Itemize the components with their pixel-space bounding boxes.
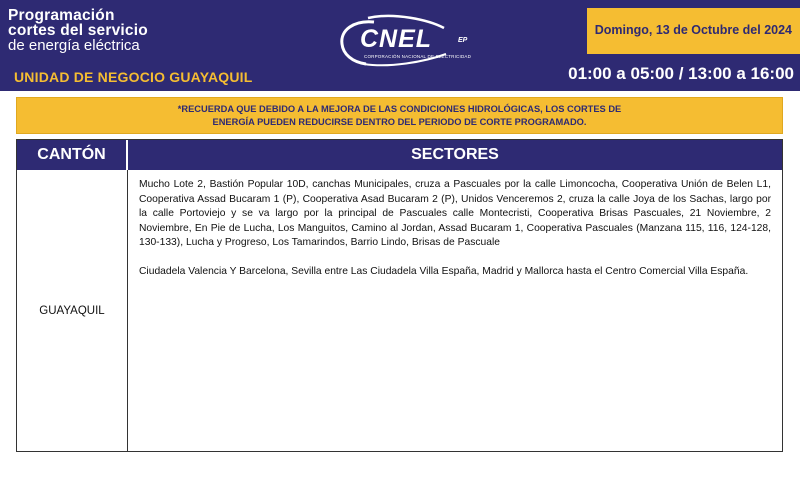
page-title [8,8,148,53]
canton-cell [17,170,127,451]
canton-name: GUAYAQUIL [39,304,105,317]
business-unit-label: UNIDAD DE NEGOCIO GUAYAQUIL [14,69,253,85]
time-range-label: 01:00 a 05:00 / 13:00 a 16:00 [568,64,794,83]
column-header-sectores: SECTORES [128,140,782,170]
cnel-logo [334,14,484,70]
sector-paragraph-2: Ciudadela Valencia Y Barcelona, Sevilla entre Las Ciudadela Villa España, Madrid y Mallorca hasta el Centro Comercial Villa España. [139,265,749,277]
logo-text: CNEL [360,25,433,53]
title-line-3: de energía eléctrica [8,37,140,54]
logo-suffix: EP [458,37,468,44]
date-label: Domingo, 13 de Octubre del 2024 [594,23,792,37]
notice-text: *RECUERDA QUE DEBIDO A LA MEJORA DE LAS CONDICIONES HIDROLÓGICAS, LOS CORTES DE ENERGÍA PUEDEN REDUCIRSE DENTRO DEL PERIODO DE CORTE PROGRAMADO. [177,103,622,127]
logo-subtitle: CORPORACIÓN NACIONAL DE ELECTRICIDAD [364,54,472,59]
sector-paragraph-1: Mucho Lote 2, Bastión Popular 10D, canchas Municipales, cruza a Pascuales por la calle Limoncocha, Cooperativa Unión de Belen L1, Cooperativa Assad Bucaram 1 (P), Cooperativa Asad Bucaram 2 (P), Unidos Venceremos 2, cruza la calle Joya de los Sachas, largo por la calle Portoviejo y se va largo por la principal de Pascuales calle Montecristi, Cooperativa Brisas Pascuales, 21 Noviembre, 2 Noviembre, En Pie de Lucha, Los Manguitos, Camino al Jordan, Assad Bucaram 1, Cooperativa Pascuales (Manzana 115, 116, 124-128, 130-133), Lucha y Progreso, Los Tamarindos, Barrio Lindo, Brisas de Pascuale [139,179,771,249]
sectors-cell [139,178,771,280]
notice-banner [16,97,783,134]
column-divider [127,170,128,451]
column-header-canton: CANTÓN [17,140,127,170]
title-line-1: Programación [8,7,115,24]
header-banner [0,0,800,91]
title-line-2: cortes del servicio [8,22,148,39]
schedule-table [16,139,783,452]
